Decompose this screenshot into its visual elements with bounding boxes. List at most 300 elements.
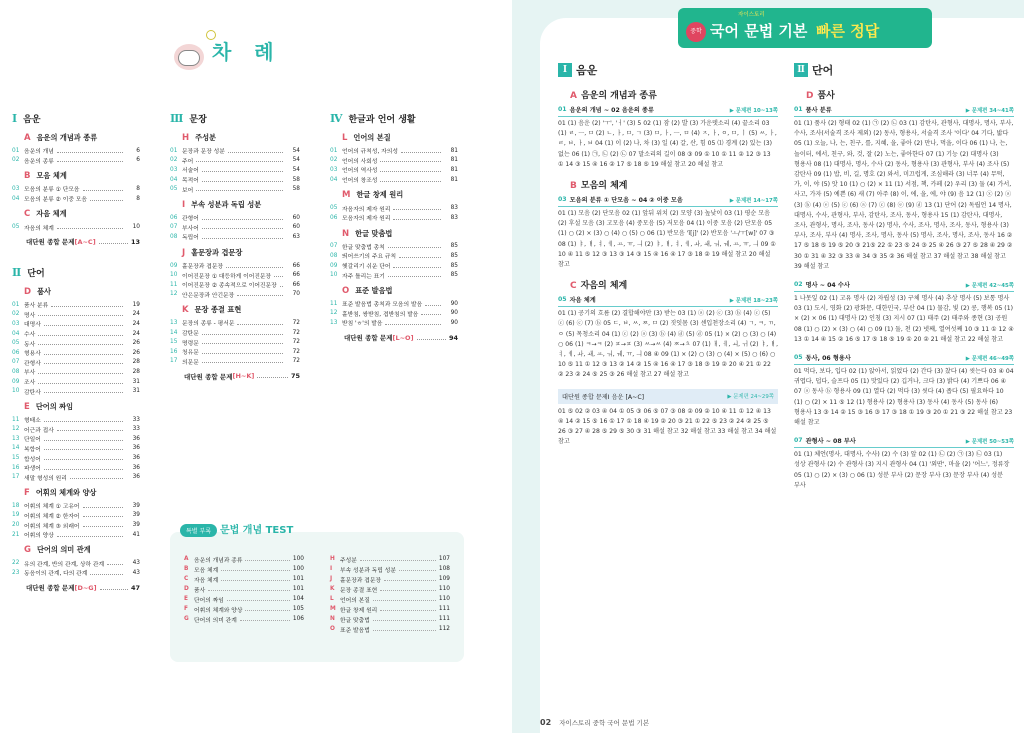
toc-entry-title: 관형사	[24, 360, 41, 367]
test-entry-title: 품사	[194, 587, 206, 594]
toc-entry-number: 23	[12, 569, 20, 576]
test-entry[interactable]	[330, 594, 450, 604]
test-entry-page: 100	[292, 556, 304, 562]
toc-entry[interactable]	[170, 165, 300, 175]
toc-subsection-letter: B	[24, 171, 31, 182]
book-title: 국어 문법 기본	[710, 22, 808, 40]
toc-entry[interactable]	[12, 146, 140, 156]
toc-entry-page: 28	[132, 368, 140, 375]
toc-entry[interactable]	[170, 232, 300, 242]
toc-entry[interactable]	[170, 261, 300, 271]
toc-review-entry[interactable]	[26, 236, 140, 248]
dot-leader	[373, 627, 436, 631]
dot-leader	[83, 523, 123, 527]
toc-entry-title: 어휘의 체계 ② 한자어	[24, 513, 80, 520]
toc-entry[interactable]	[12, 415, 140, 425]
answer-unit-head	[794, 105, 1014, 117]
toc-entry-page: 36	[132, 445, 140, 452]
toc-subsection-title: 부속 성분과 독립 성분	[191, 199, 262, 209]
toc-entry[interactable]	[170, 280, 300, 290]
test-entry-letter: J	[330, 576, 333, 582]
toc-entry[interactable]	[12, 520, 140, 530]
toc-entry-page: 85	[450, 243, 458, 250]
answer-unit-number: 02	[794, 281, 803, 289]
dot-leader	[44, 389, 123, 393]
toc-entry[interactable]	[170, 270, 300, 280]
dot-leader	[202, 168, 283, 172]
toc-entry[interactable]	[12, 358, 140, 368]
toc-subsection-letter: I	[182, 199, 186, 210]
toc-entry[interactable]	[330, 213, 458, 223]
review-page: 94	[448, 333, 458, 342]
toc-entry[interactable]	[12, 425, 140, 435]
brand-small: 자이스토리	[738, 12, 765, 18]
test-entry[interactable]	[184, 554, 304, 564]
answer-subsection-letter: C	[570, 281, 577, 292]
toc-entry-page: 72	[292, 329, 300, 336]
toc-entry-page: 36	[132, 455, 140, 462]
toc-entry-title: 동사	[24, 341, 36, 348]
toc-entry-title: 이어진문장 ② 종속적으로 이어진문장	[182, 283, 277, 290]
toc-subsection-head	[182, 133, 300, 143]
review-label: 대단원 종합 문제	[184, 372, 233, 381]
toc-subsection-letter: O	[342, 285, 350, 296]
toc-entry-number: 14	[12, 445, 20, 452]
answer-unit-ref: ▶ 문제편 18~23쪽	[729, 297, 778, 304]
dot-leader	[380, 158, 441, 162]
toc-section-head	[12, 112, 140, 125]
toc-entry[interactable]	[12, 463, 140, 473]
answer-unit-ref: ▶ 문제편 46~49쪽	[965, 355, 1014, 362]
toc-entry-number: 12	[12, 426, 20, 433]
toc-entry[interactable]	[12, 377, 140, 387]
dot-leader	[202, 225, 283, 229]
toc-entry[interactable]	[330, 299, 458, 309]
toc-entry-number: 11	[12, 416, 20, 423]
test-entry-page: 108	[438, 566, 450, 572]
toc-entry-number: 08	[330, 252, 338, 259]
test-entry-title: 단어의 짜임	[194, 597, 224, 604]
dot-leader	[384, 577, 436, 581]
toc-entry[interactable]	[12, 568, 140, 578]
dot-leader	[245, 557, 289, 561]
toc-entry-page: 66	[292, 281, 300, 288]
test-entry[interactable]	[330, 604, 450, 614]
toc-entry[interactable]	[170, 146, 300, 156]
toc-entry-number: 08	[170, 233, 178, 240]
dot-leader	[196, 158, 283, 162]
toc-entry[interactable]	[330, 261, 458, 271]
toc-entry[interactable]	[170, 184, 300, 194]
review-range: [H~K]	[232, 372, 255, 381]
test-entry-letter: K	[330, 586, 335, 592]
toc-entry-page: 90	[450, 300, 458, 307]
test-entry[interactable]	[330, 624, 450, 634]
toc-entry-number: 07	[330, 243, 338, 250]
dot-leader	[100, 586, 128, 590]
answer-unit-number: 05	[558, 296, 567, 304]
toc-entry-number: 04	[170, 176, 178, 183]
toc-entry-page: 39	[132, 502, 140, 509]
test-entry[interactable]	[330, 614, 450, 624]
toc-entry-number: 14	[170, 329, 178, 336]
toc-entry-title: 새말 형성의 원리	[24, 475, 67, 482]
toc-entry[interactable]	[12, 329, 140, 339]
page-number: 02	[540, 718, 552, 727]
toc-entry[interactable]	[12, 511, 140, 521]
toc-entry-number: 20	[12, 522, 20, 529]
answer-unit-ref: ▶ 문제편 14~17쪽	[729, 197, 778, 204]
toc-entry-page: 8	[136, 185, 140, 192]
toc-entry-number: 11	[330, 300, 338, 307]
toc-entry-number: 02	[170, 157, 178, 164]
dot-leader	[51, 303, 123, 307]
dot-leader	[196, 187, 283, 191]
toc-entry-page: 54	[292, 157, 300, 164]
test-entry-title: 문장 종결 표현	[340, 587, 378, 594]
toc-entry-number: 10	[12, 388, 20, 395]
section-number: Ⅰ	[558, 63, 572, 77]
answer-unit-title: 관형사 ~ 08 부사	[805, 438, 856, 446]
toc-entry-number: 22	[12, 560, 20, 567]
toc-entry-title: 언어의 창조성	[342, 178, 378, 185]
answer-unit-number: 03	[558, 196, 567, 204]
cat-illustration-icon	[178, 50, 200, 66]
toc-entry[interactable]	[330, 242, 458, 252]
toc-entry-number: 18	[12, 502, 20, 509]
test-entry-letter: M	[330, 606, 336, 612]
dot-leader	[221, 567, 290, 571]
toc-entry[interactable]	[12, 453, 140, 463]
answer-unit-title: 품사 분류	[805, 107, 832, 114]
toc-entry-title: 표준 발음법 총칙과 모음의 발음	[342, 302, 423, 309]
answer-unit-ref: ▶ 문제편 42~45쪽	[965, 282, 1014, 289]
test-entry-page: 105	[292, 606, 304, 612]
toc-entry[interactable]	[12, 222, 140, 232]
review-label: 대단원 종합 문제	[344, 334, 393, 343]
toc-subsection-head	[342, 229, 458, 239]
test-entry[interactable]	[184, 584, 304, 594]
dot-leader	[202, 331, 283, 335]
answer-column-2	[794, 62, 1014, 499]
test-entry-letter: A	[184, 556, 189, 562]
review-range: [A~C]	[74, 237, 96, 246]
toc-entry-page: 60	[292, 214, 300, 221]
answer-unit-number: 01	[558, 106, 567, 113]
answer-unit-number: 05	[794, 354, 803, 362]
toc-entry[interactable]	[12, 367, 140, 377]
toc-entry-title: 홑받침, 쌍받침, 겹받침의 발음	[342, 311, 419, 318]
dot-leader	[385, 321, 441, 325]
dot-leader	[373, 617, 436, 621]
test-entry-page: 106	[292, 616, 304, 622]
toc-entry[interactable]	[12, 156, 140, 166]
test-entry-title: 홑문장과 겹문장	[340, 577, 382, 584]
dot-leader	[57, 158, 123, 162]
toc-subsection-letter: K	[182, 305, 189, 316]
toc-section-title: 한글과 언어 생활	[348, 115, 416, 125]
answer-unit-ref: ▶ 문제편 10~13쪽	[729, 107, 778, 114]
test-entry-letter: I	[330, 566, 333, 572]
toc-review-entry[interactable]	[26, 582, 140, 594]
toc-entry-page: 43	[132, 569, 140, 576]
toc-entry-title: 부사어	[182, 225, 199, 232]
dot-leader	[44, 437, 123, 441]
toc-entry[interactable]	[12, 434, 140, 444]
toc-entry[interactable]	[170, 318, 300, 328]
toc-entry-title: 독립어	[182, 235, 199, 242]
answer-text: 01 (1) 품사 (2) 형태 02 (1) ㉠ (2) ㉡ 03 (1) 감탄사, 관형사, 대명사, 명사, 부사, 수사, 조사(서술격 조사 제외) (2) 동사, 형용사, 서술격 조사 '이다' 04 기다, 밟다 05 (1) 오늘, 나, 는, 친구, 를, 지혜, 을, 좋아 (2) 만나, 먹을, 이다 06 (1) 나, 는, 놀이터, 에서, 친구, 와, 것, 잘 (2) 노는, 좋아한다 07 (1) 기능 (2) 대명사 (3) 형용사 08 (1) 대명사, 명사, 수사 (2) 동사, 형용사 (3) 관형사, 부사 (4) 조사 (5) 감탄사 09 (1) 밥, 비, 길, 명호 (2) 와서, 미끄럽게, 조심해라 (3) 너무 (4) 무턱, 가, 이, 야 (5) 앗 10 (1) ○ (2) × 11 (1) 서점, 책, 카페 (2) 우리 (3) 둘 (4) 가서, 사고, 가자 (5) 예쁜 (6) 새 (7) 아주 (8) 이, 에, 을, 에, 야 (9) 음 12 (1) ⓧ (2) ⓐ (3) ⓑ (4) ⓔ (5) ⓒ (6) ⓐ (7) ⓒ (8) ⓔ (9) ⓓ 13 (1) 단어 (2) 독립언 14 명사, 대명사, 수사, 관형사, 부사, 감탄사, 조사, 동사, 형용사 15 (1) 감탄사, 대명사, 조사, 관형사, 명사, 조사, 동사 (2) 명사, 수사, 조사, 명사, 조사, 동사, 형용사 (3) 부사, 조사, 부사 (4) 명사, 조사, 명사, 동사 (5) 명사, 조사, 명사, 조사, 동사 16 ② 17 ⑤ 18 ⑤ 19 ⑤ 20 ③ 21⑤ 22 ① 23 ⑤ 24 ③ 25 ④ 26 ③ 27 ⑤ 28 ④ 29 ② 30 ① 31 ④ 32 ③ 33 ④ 34 ③ 35 ② 36 해설 참고 37 해설 참고 38 해설 참고 39 해설 참고	[794, 120, 1014, 270]
test-entry-title: 부속 성분과 독립 성분	[340, 567, 396, 574]
dot-leader	[280, 283, 283, 287]
toc-entry-title: 문장의 종류 - 평서문	[182, 321, 235, 328]
dot-leader	[202, 235, 283, 239]
toc-entry[interactable]	[12, 310, 140, 320]
answer-review-section: Ⅰ 음운 [A~C]	[607, 393, 645, 401]
test-entry-letter: C	[184, 576, 189, 582]
dot-leader	[70, 475, 123, 479]
toc-entry-page: 81	[450, 176, 458, 183]
review-page: 47	[130, 583, 140, 592]
toc-entry[interactable]	[12, 472, 140, 482]
answer-subsection-letter: A	[570, 91, 577, 101]
toc-subsection-head	[182, 305, 300, 315]
answer-unit-head	[558, 195, 778, 207]
answer-text: 01 (1) 음운 (2) 'ㅜ', 'ㅓ' (3) 5 02 (1) 잠 (2) 발 (3) 가운뎃소리 (4) 끝소리 03 (1) ㄹ, ㅡ, ㅁ (2) ㄴ, ㅏ, ㅁ, ㄱ (3) ㅁ, ㅏ, ㅡ, ㅁ (4) ㅈ, ㅏ, ㅇ, ㅁ, ㅣ (5) ㅆ, ㅏ, ㄹ, ㅂ, ㅏ, ㅂ 04 (1) 이 (2) 나, 차 (3) 일 (4) 갈, 산, 힘 05 ⑴ 경계 (2) 있는 (3) 없는 06 (1) ㉠, ㉡ (2) ㉡ 07 말소리의 길이 08 ③ 09 ① 10 ① 11 ② 12 ③ 13 ① 14 ③ 15 ④ 16 ② 17 ⑤ 18 ⑤ 19 해설 참고 20 해설 참고	[558, 120, 777, 168]
dot-leader	[90, 197, 123, 201]
dot-leader	[57, 427, 123, 431]
toc-entry-number: 03	[170, 166, 178, 173]
toc-entry-number: 15	[12, 455, 20, 462]
toc-entry-page: 58	[292, 186, 300, 193]
toc-entry-number: 06	[330, 214, 338, 221]
toc-entry-title: 이어진문장 ① 대등하게 이어진문장	[182, 273, 272, 280]
toc-subsection-letter: F	[24, 488, 30, 499]
test-entry[interactable]	[330, 554, 450, 564]
grammar-test-box	[170, 525, 464, 662]
toc-subsection-letter: C	[24, 209, 31, 220]
toc-entry-number: 10	[330, 272, 338, 279]
toc-entry-page: 90	[450, 319, 458, 326]
test-entry[interactable]	[330, 564, 450, 574]
toc-subsection-head	[24, 209, 140, 219]
dot-leader	[245, 607, 289, 611]
toc-entry-title: 안은문장과 안긴문장	[182, 292, 235, 299]
dot-leader	[44, 456, 123, 460]
toc-entry-title: 형용사	[24, 351, 41, 358]
toc-entry-page: 81	[450, 157, 458, 164]
toc-entry-page: 54	[292, 147, 300, 154]
toc-entry-title: 띄어쓰기의 주요 규칙	[342, 254, 397, 261]
dot-leader	[44, 351, 123, 355]
test-entry-letter: F	[184, 606, 188, 612]
toc-entry[interactable]	[170, 337, 300, 347]
toc-entry-number: 16	[170, 348, 178, 355]
toc-entry[interactable]	[12, 319, 140, 329]
toc-entry[interactable]	[12, 338, 140, 348]
toc-entry[interactable]	[330, 270, 458, 280]
toc-entry-number: 13	[330, 319, 338, 326]
review-range: [D~G]	[74, 583, 97, 592]
toc-entry[interactable]	[170, 175, 300, 185]
dot-leader	[237, 321, 283, 325]
toc-entry[interactable]	[330, 318, 458, 328]
toc-section-title: 문장	[189, 115, 207, 125]
test-entry[interactable]	[330, 574, 450, 584]
special-appendix-badge: 특별 부록	[180, 524, 217, 537]
toc-entry-page: 83	[450, 205, 458, 212]
toc-entry-page: 43	[132, 560, 140, 567]
toc-entry-page: 60	[292, 224, 300, 231]
toc-entry-title: 감탄사	[24, 389, 41, 396]
toc-subsection-title: 주성분	[195, 133, 216, 142]
dot-leader	[360, 557, 436, 561]
toc-entry-page: 81	[450, 147, 458, 154]
toc-entry[interactable]	[12, 558, 140, 568]
toc-entry[interactable]	[330, 146, 458, 156]
toc-entry-number: 04	[330, 176, 338, 183]
test-entry-title: 언어의 본질	[340, 597, 370, 604]
answer-subsection-title: 자음의 체계	[580, 281, 628, 292]
toc-subsection-title: 한글 창제 원리	[356, 190, 404, 200]
toc-entry[interactable]	[170, 156, 300, 166]
toc-entry[interactable]	[170, 213, 300, 223]
toc-entry-page: 85	[450, 272, 458, 279]
answer-subsection-head	[570, 178, 778, 191]
answer-unit-title: 명사 ~ 04 수사	[805, 282, 850, 290]
dot-leader	[417, 336, 446, 340]
toc-entry[interactable]	[330, 156, 458, 166]
toc-subsection-letter: J	[182, 247, 186, 258]
toc-entry[interactable]	[170, 347, 300, 357]
review-label: 대단원 종합 문제	[26, 238, 75, 247]
toc-section-head	[12, 266, 140, 279]
toc-entry-page: 39	[132, 512, 140, 519]
toc-entry[interactable]	[170, 290, 300, 300]
toc-entry-number: 16	[12, 464, 20, 471]
test-entry[interactable]	[184, 604, 304, 614]
answer-header-badge	[678, 8, 932, 48]
toc-subsection-head	[342, 190, 458, 200]
toc-entry-page: 26	[132, 340, 140, 347]
test-entry[interactable]	[184, 574, 304, 584]
answer-subsection-letter: D	[806, 91, 814, 101]
test-entry-letter: D	[184, 586, 189, 592]
toc-entry-page: 6	[136, 157, 140, 164]
toc-entry-title: 홑문장과 겹문장	[182, 264, 224, 271]
toc-entry-page: 36	[132, 435, 140, 442]
toc-subsection-title: 모음 체계	[36, 171, 67, 181]
toc-entry-page: 41	[132, 531, 140, 538]
test-entry[interactable]	[184, 564, 304, 574]
toc-entry[interactable]	[330, 251, 458, 261]
dot-leader	[240, 617, 290, 621]
test-entry[interactable]	[330, 584, 450, 594]
toc-entry-title: 모음의 분류 ② 이중 모음	[24, 197, 87, 204]
answer-column-1	[558, 62, 778, 455]
toc-entry[interactable]	[12, 348, 140, 358]
dot-leader	[380, 168, 441, 172]
toc-review-entry[interactable]	[184, 370, 300, 382]
toc-entry-title: 대명사	[24, 322, 41, 329]
toc-subsection-letter: M	[342, 190, 351, 201]
section-head	[558, 62, 778, 78]
review-label: 대단원 종합 문제	[26, 584, 75, 593]
toc-entry-title: 모음자의 제자 원리	[342, 216, 391, 223]
test-entry-page: 104	[292, 596, 304, 602]
toc-subsection-title: 한글 맞춤법	[355, 228, 393, 238]
toc-entry[interactable]	[12, 194, 140, 204]
toc-entry-title: 동음이의 관계, 다의 관계	[24, 571, 88, 578]
toc-entry[interactable]	[330, 175, 458, 185]
toc-entry-title: 음운의 개념	[24, 149, 54, 156]
toc-entry[interactable]	[330, 165, 458, 175]
toc-entry[interactable]	[330, 203, 458, 213]
dot-leader	[44, 418, 123, 422]
toc-entry-page: 28	[132, 359, 140, 366]
dot-leader	[99, 240, 128, 244]
dot-leader	[393, 206, 441, 210]
toc-entry-title: 언어의 사회성	[342, 158, 378, 165]
toc-entry-number: 15	[170, 339, 178, 346]
toc-review-entry[interactable]	[344, 332, 458, 344]
toc-entry[interactable]	[12, 386, 140, 396]
toc-subsection-letter: D	[24, 286, 32, 297]
toc-entry[interactable]	[170, 328, 300, 338]
answer-review-ref: ▶ 문제편 24~29쪽	[727, 394, 774, 401]
toc-entry-title: 어휘의 양상	[24, 533, 54, 540]
answer-subsection-title: 모음의 체계	[580, 181, 628, 192]
toc-entry-page: 72	[292, 358, 300, 365]
test-entry[interactable]	[184, 614, 304, 624]
answer-unit-title: 자음 체계	[569, 297, 596, 305]
dot-leader	[221, 577, 290, 581]
toc-entry-page: 31	[132, 388, 140, 395]
answer-unit-head	[558, 105, 778, 117]
answer-subsection-head	[806, 88, 1014, 101]
toc-subsection-title: 단어의 짜임	[35, 401, 74, 411]
toc-entry-number: 05	[330, 205, 338, 212]
toc-entry-number: 19	[12, 512, 20, 519]
toc-entry[interactable]	[12, 184, 140, 194]
test-entry-letter: B	[184, 566, 189, 572]
section-title: 단어	[812, 64, 834, 77]
toc-entry[interactable]	[330, 309, 458, 319]
quick-answer-title: 빠른 정답	[816, 22, 880, 40]
toc-title-area	[160, 30, 300, 90]
toc-entry[interactable]	[170, 357, 300, 367]
right-page	[512, 0, 1024, 733]
dot-leader	[388, 273, 441, 277]
toc-entry[interactable]	[12, 300, 140, 310]
toc-entry-title: 받침 'ㅎ'의 발음	[342, 321, 383, 328]
toc-subsection-head	[24, 545, 140, 555]
toc-entry-page: 72	[292, 319, 300, 326]
toc-entry[interactable]	[12, 530, 140, 540]
dot-leader	[380, 178, 441, 182]
toc-entry[interactable]	[12, 501, 140, 511]
toc-entry-page: 36	[132, 474, 140, 481]
test-entry[interactable]	[184, 594, 304, 604]
toc-title: 차 례	[212, 40, 282, 64]
toc-entry[interactable]	[12, 444, 140, 454]
toc-entry-number: 01	[12, 147, 20, 154]
dot-leader	[57, 149, 123, 153]
toc-entry-title: 단일어	[24, 437, 41, 444]
toc-entry[interactable]	[170, 223, 300, 233]
toc-entry-number: 21	[12, 531, 20, 538]
toc-subsection-title: 단어의 의미 관계	[36, 545, 91, 555]
